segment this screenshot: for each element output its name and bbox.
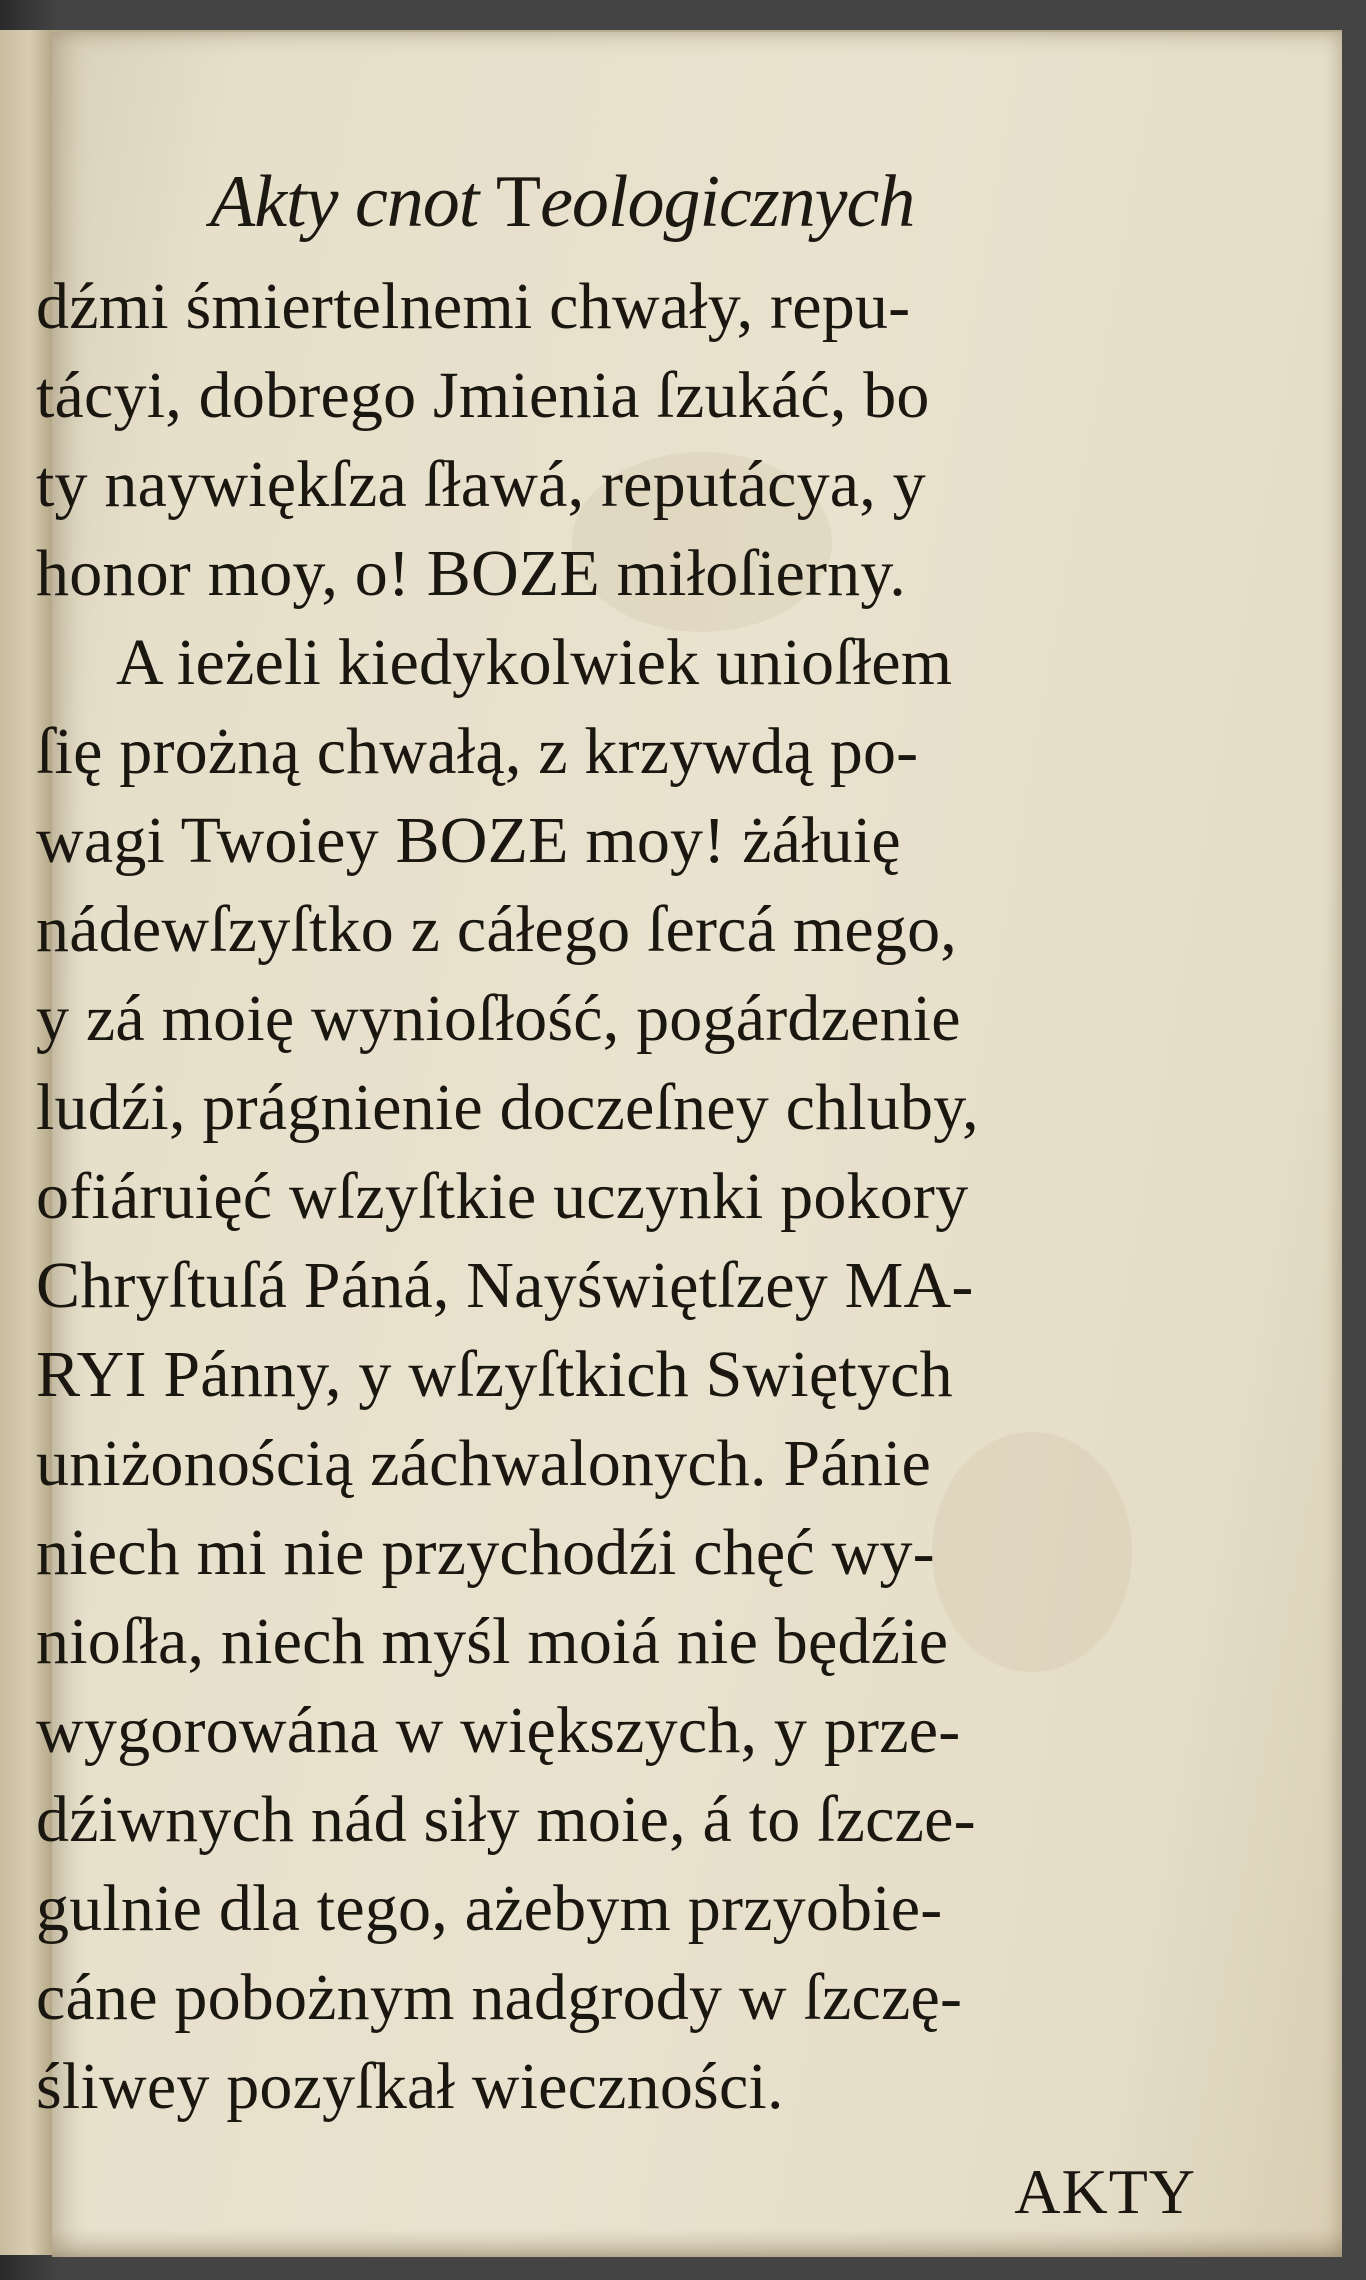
text-line: RYI Pánny, y wſzyſtkich Swiętych <box>36 1338 953 1411</box>
text-line: tácyi, dobrego Jmienia ſzukáć, bo <box>36 359 930 432</box>
running-head-roman: T <box>495 161 541 243</box>
text-line: dźmi śmiertelnemi chwały, repu- <box>36 270 911 343</box>
text-line: honor moy, o! BOZE miłoſierny. <box>36 537 906 610</box>
running-head <box>210 160 1110 245</box>
text-line: ofiáruięć wſzyſtkie uczynki pokory <box>36 1160 969 1233</box>
text-line: uniżonością záchwalonych. Pánie <box>36 1427 932 1500</box>
text-line: wygorowána w większych, y prze- <box>36 1694 961 1767</box>
text-line: ſię prożną chwałą, z krzywdą po- <box>36 715 919 788</box>
text-line: cáne pobożnym nadgrody w ſzczę- <box>36 1961 963 2034</box>
text-line: nioſła, niech myśl moiá nie będźie <box>36 1605 949 1678</box>
text-line: Chryſtuſá Páná, Nayświętſzey MA- <box>36 1249 974 1322</box>
running-head-italic-rest: eologicznych <box>540 161 915 243</box>
text-line: dźiwnych nád siły moie, á to ſzcze- <box>36 1783 976 1856</box>
page-shadow <box>52 2229 1342 2257</box>
text-line: A ieżeli kiedykolwiek unioſłem <box>116 626 953 699</box>
text-line: wagi Twoiey BOZE moy! żáłuię <box>36 804 901 877</box>
text-line: niech mi nie przychodźi chęć wy- <box>36 1516 935 1589</box>
catchword: AKTY <box>1014 2156 1196 2227</box>
running-head-italic: Akty cnot <box>210 161 479 243</box>
text-line: ludźi, prágnienie doczeſney chluby, <box>36 1071 979 1144</box>
text-line: y zá moię wynioſłość, pogárdzenie <box>36 982 961 1055</box>
body-text <box>36 262 1196 2131</box>
text-line: gulnie dla tego, ażebym przyobie- <box>36 1872 943 1945</box>
text-line: nádewſzyſtko z cáłego ſercá mego, <box>36 893 957 966</box>
text-line: ty naywiękſza ſławá, reputácya, y <box>36 448 926 521</box>
text-line: śliwey pozyſkał wieczności. <box>36 2050 784 2123</box>
